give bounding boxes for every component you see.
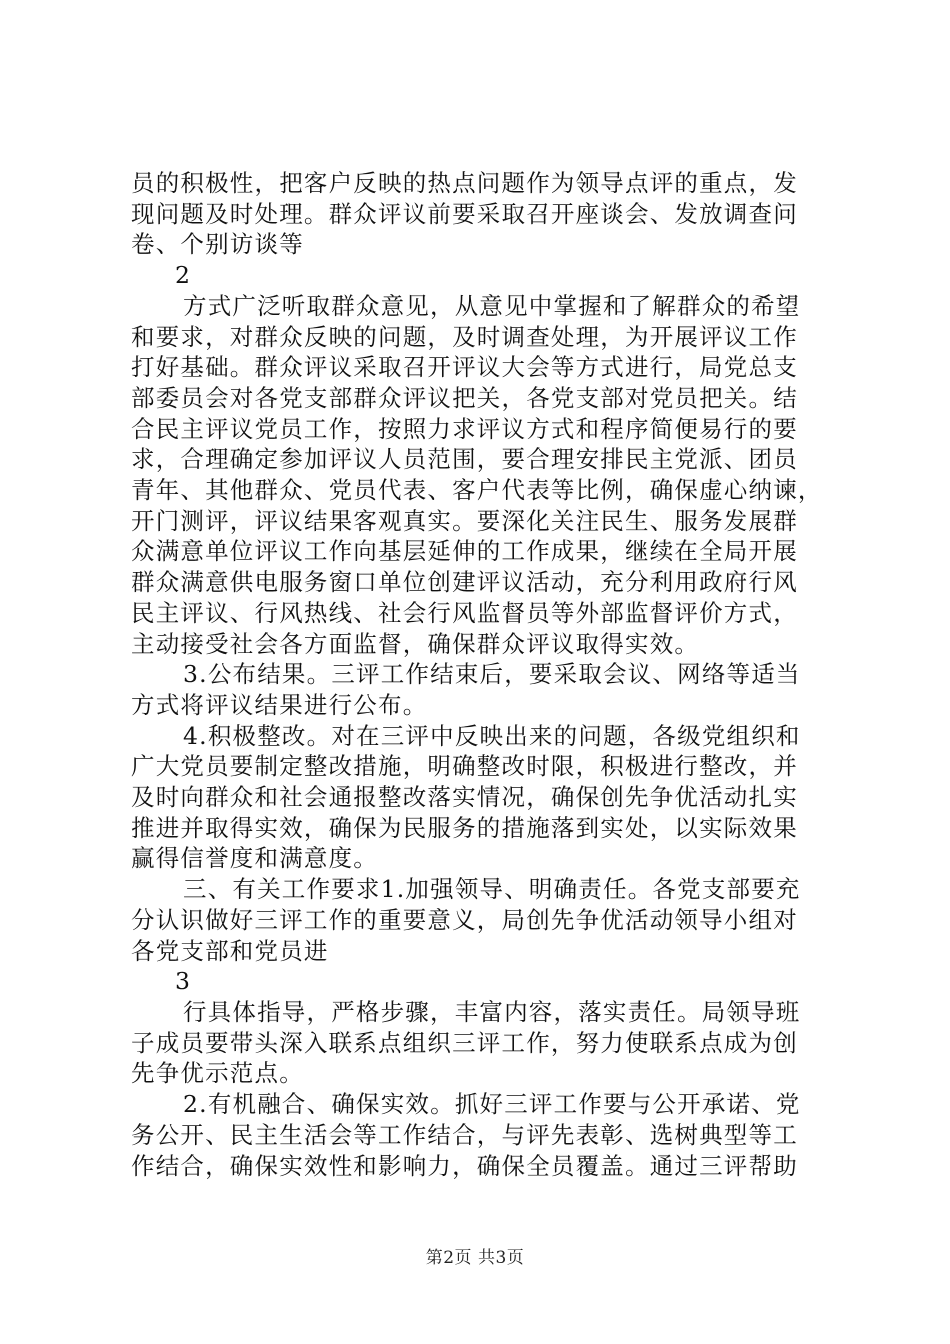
paragraph-start-line: 3.公布结果。三评工作结束后，要采取会议、网络等适当 [183,660,801,689]
text-line: 众满意单位评议工作向基层延伸的工作成果，继续在全局开展 [131,537,798,566]
text-line: 各党支部和党员进 [131,936,329,965]
text-line: 分认识做好三评工作的重要意义，局创先争优活动领导小组对 [131,905,798,934]
paragraph-start-line: 2.有机融合、确保实效。抓好三评工作要与公开承诺、党 [183,1090,801,1119]
text-line: 推进并取得实效，确保为民服务的措施落到实处，以实际效果 [131,813,798,842]
text-line: 务公开、民主生活会等工作结合，与评先表彰、选树典型等工 [131,1120,798,1149]
page-footer: 第2页 共3页 [425,1248,525,1268]
text-line: 及时向群众和社会通报整改落实情况，确保创先争优活动扎实 [131,783,798,812]
text-line: 合民主评议党员工作，按照力求评议方式和程序简便易行的要 [131,414,798,443]
text-line: 青年、其他群众、党员代表、客户代表等比例，确保虚心纳谏， [131,476,823,505]
paragraph-start-line: 三、有关工作要求1.加强领导、明确责任。各党支部要充 [183,875,801,904]
text-line: 开门测评，评议结果客观真实。要深化关注民生、服务发展群 [131,506,798,535]
text-line: 现问题及时处理。群众评议前要采取召开座谈会、发放调查问 [131,199,798,228]
text-line: 赢得信誉度和满意度。 [131,844,378,873]
text-line: 卷、个别访谈等 [131,230,304,259]
text-line: 主动接受社会各方面监督，确保群众评议取得实效。 [131,629,700,658]
text-line: 子成员要带头深入联系点组织三评工作，努力使联系点成为创 [131,1028,798,1057]
text-line: 打好基础。群众评议采取召开评议大会等方式进行，局党总支 [131,353,798,382]
text-line: 员的积极性，把客户反映的热点问题作为领导点评的重点，发 [131,169,798,197]
text-line: 群众满意供电服务窗口单位创建评议活动，充分利用政府行风 [131,568,798,597]
inline-page-number: 2 [175,261,192,290]
paragraph-start-line: 方式广泛听取群众意见，从意见中掌握和了解群众的希望 [183,291,801,320]
text-line: 和要求，对群众反映的问题，及时调查处理，为开展评议工作 [131,322,798,351]
text-line: 部委员会对各党支部群众评议把关，各党支部对党员把关。结 [131,383,798,412]
text-line: 广大党员要制定整改措施，明确整改时限，积极进行整改，并 [131,752,798,781]
text-line: 民主评议、行风热线、社会行风监督员等外部监督评价方式， [131,598,798,627]
text-line: 作结合，确保实效性和影响力，确保全员覆盖。通过三评帮助 [131,1151,798,1180]
document-body [131,168,831,1181]
text-line: 求，合理确定参加评议人员范围，要合理安排民主党派、团员 [131,445,798,474]
text-line: 先争优示范点。 [131,1059,304,1088]
paragraph-start-line: 4.积极整改。对在三评中反映出来的问题，各级党组织和 [183,721,801,750]
inline-page-number: 3 [175,967,192,996]
paragraph-start-line: 行具体指导，严格步骤，丰富内容，落实责任。局领导班 [183,997,801,1026]
text-line: 方式将评议结果进行公布。 [131,690,428,719]
